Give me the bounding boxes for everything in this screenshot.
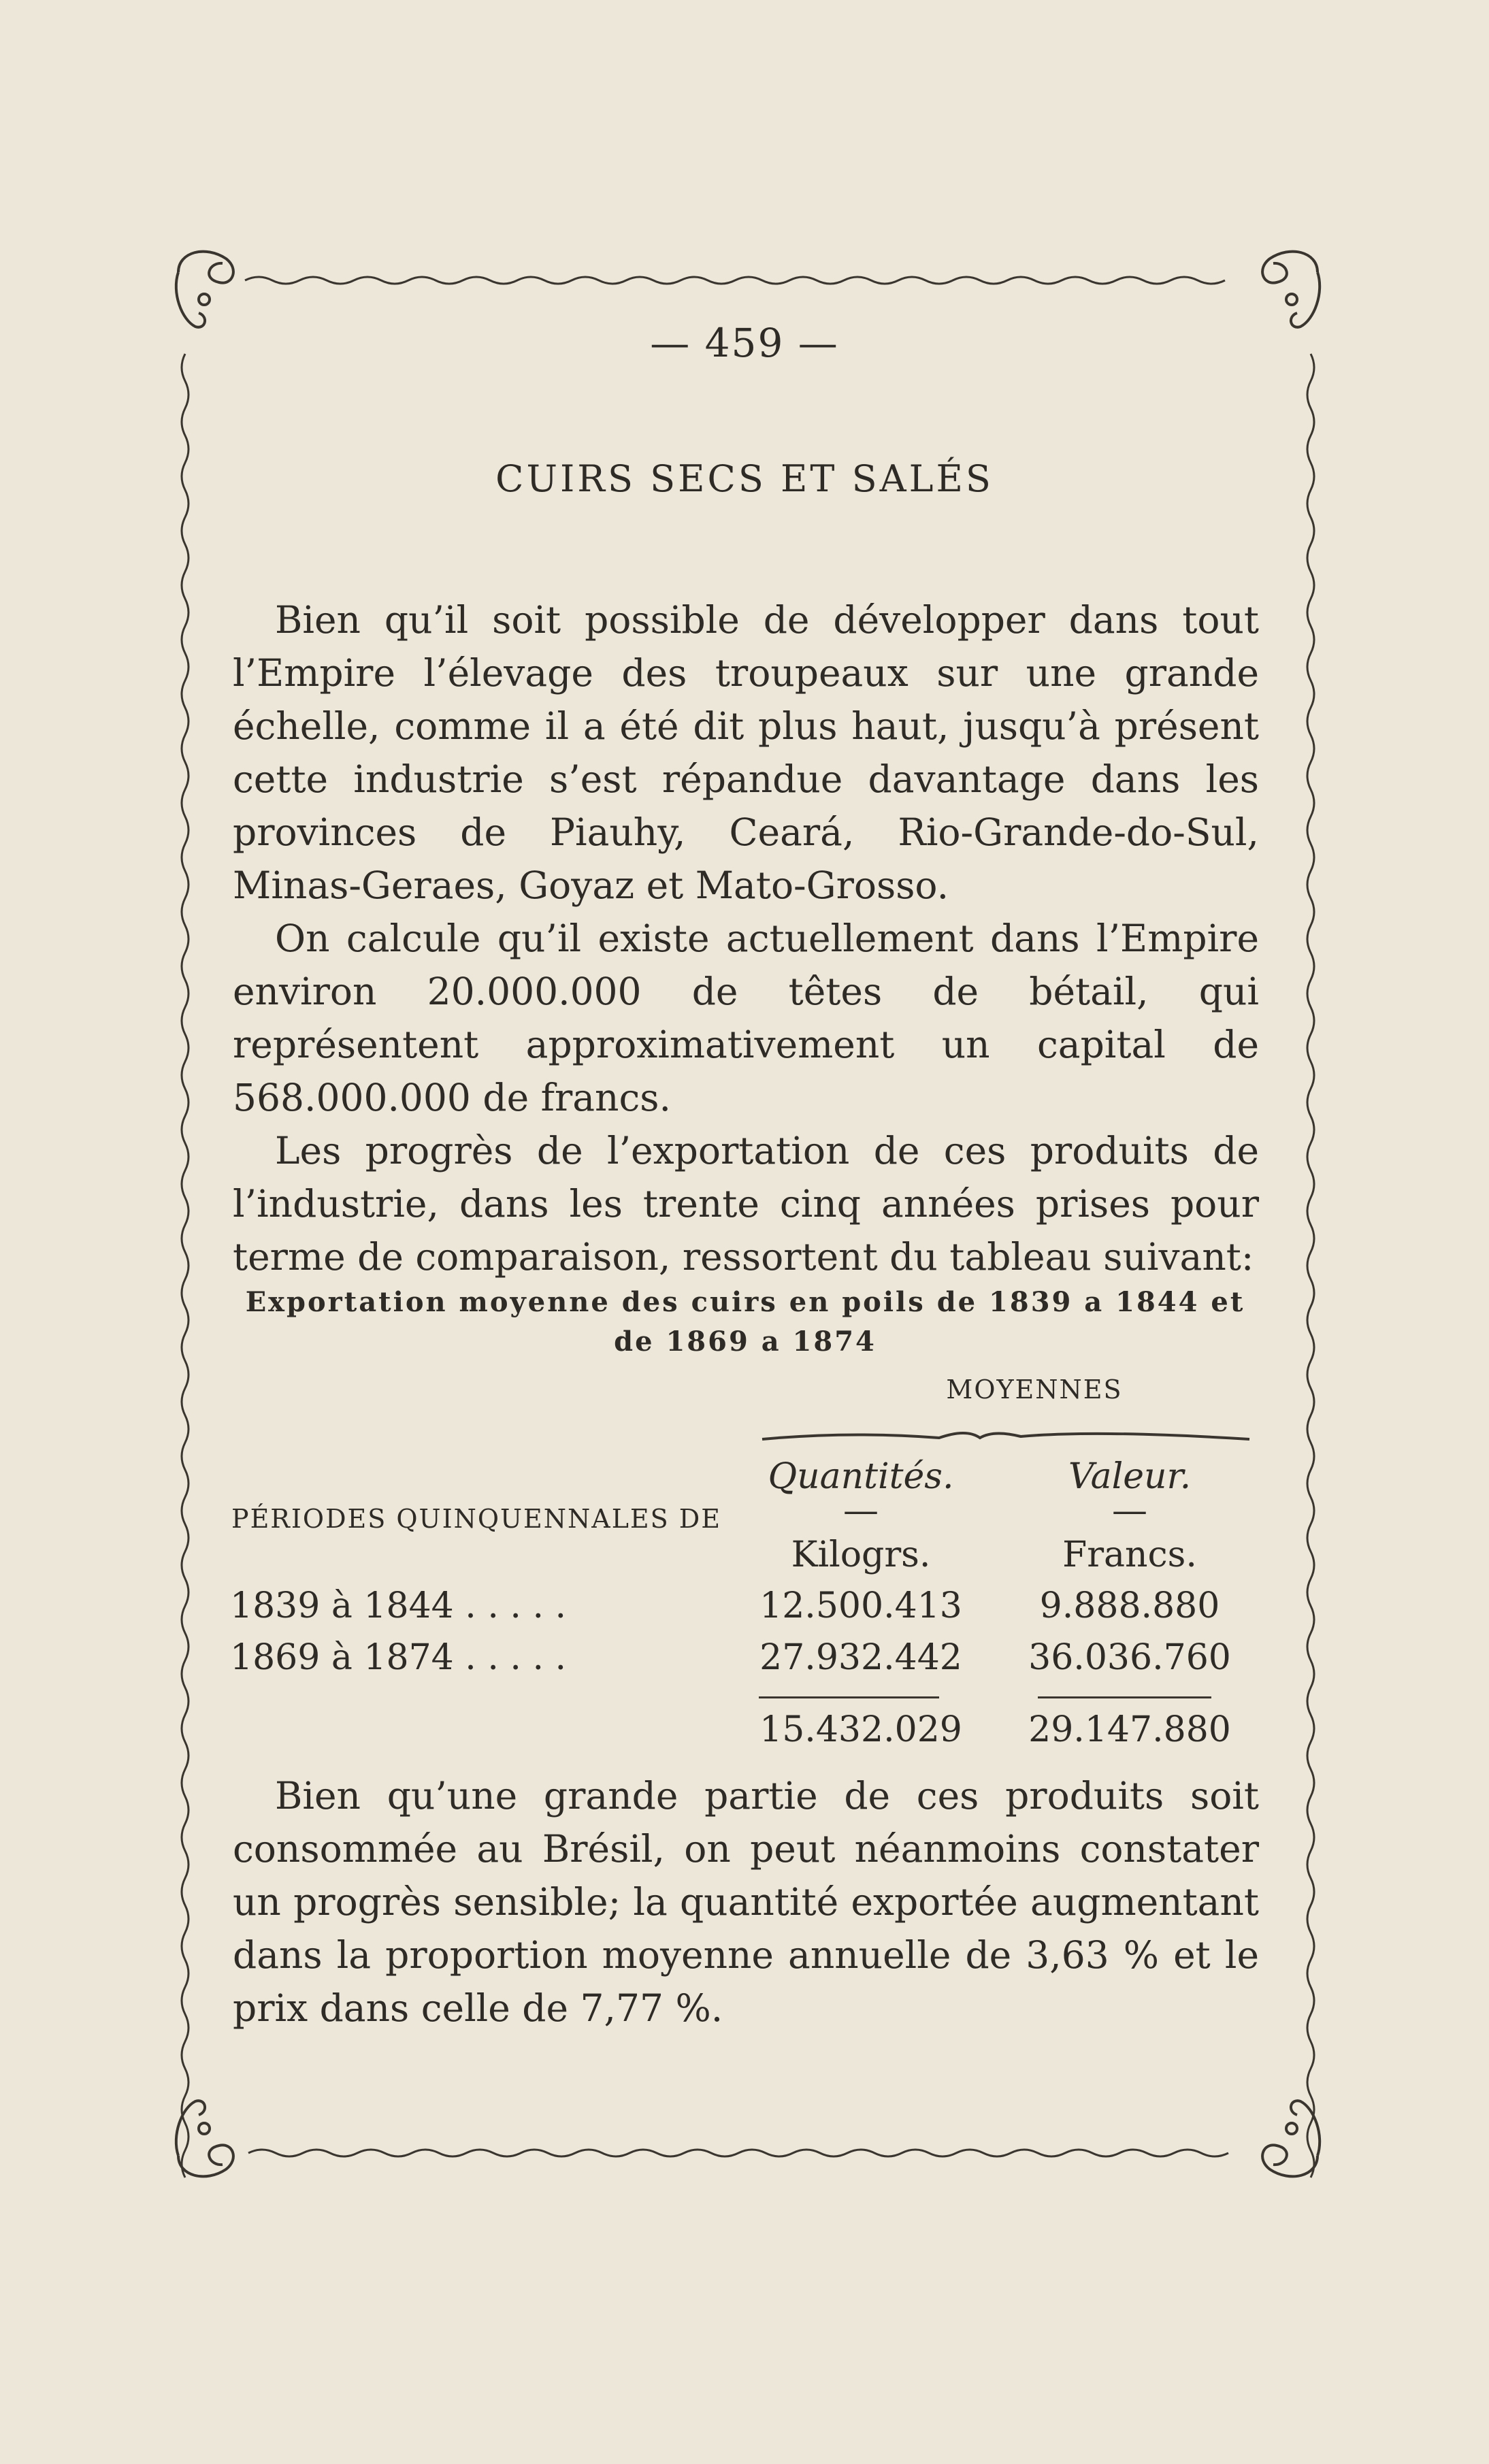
page-title: CUIRS SECS ET SALÉS	[495, 457, 994, 500]
row-2-value: 36.036.760	[1028, 1637, 1231, 1678]
body-text	[233, 593, 1259, 1283]
row-header: PÉRIODES QUINQUENNALES DE	[231, 1504, 721, 1534]
table-caption-line-1: Exportation moyenne des cuirs en poils de 1839 a 1844 et	[245, 1286, 1245, 1318]
corner-ornament-bottom-left	[176, 2101, 233, 2176]
col2-dash: —	[1112, 1490, 1147, 1531]
paragraph-1: Bien qu’il soit possible de développer dans tout l’Empire l’élevage des troupeaux sur une grande échelle, comme il a été dit plus haut, jusqu’à présent cette industrie s’est répandue davantage dans les provinces de Piauhy, Ceará, Rio-Grande-do-Sul, Minas-Geraes, Goyaz et Mato-Grosso.	[233, 598, 1259, 907]
col1-dash: —	[843, 1490, 879, 1531]
difference-value: 29.147.880	[1028, 1709, 1231, 1750]
paragraph-2: On calcule qu’il existe actuellement dans l’Empire environ 20.000.000 de têtes de bétail, qui représentent approximativement un capital de 568.000.000 de francs.	[233, 917, 1259, 1119]
closing-paragraph: Bien qu’une grande partie de ces produits soit consommée au Brésil, on peut néanmoins constater un progrès sensible; la quantité exportée augmentant dans la proportion moyenne annuelle de 3,63 % et le prix dans celle de 7,77 %.	[233, 1774, 1259, 2030]
page-number: — 459 —	[650, 320, 839, 366]
row-1-value: 9.888.880	[1039, 1586, 1220, 1626]
col2-header: Valeur.	[1068, 1456, 1192, 1497]
table-caption	[231, 1283, 1259, 1362]
col1-header: Quantités.	[768, 1456, 954, 1497]
sum-rule-quantity	[759, 1696, 939, 1698]
difference-quantity: 15.432.029	[759, 1709, 962, 1750]
sum-rule-value	[1038, 1696, 1211, 1698]
col1-unit: Kilogrs.	[791, 1534, 931, 1575]
row-2-period: 1869 à 1874 . . . . .	[230, 1637, 567, 1678]
corner-ornament-top-right	[1262, 252, 1320, 327]
row-1-quantity: 12.500.413	[759, 1586, 962, 1626]
paragraph-3: Les progrès de l’exportation de ces produits de l’industrie, dans les trente cinq années prises pour terme de comparaison, ressortent du tableau suivant:	[233, 1129, 1259, 1279]
corner-ornament-bottom-right	[1262, 2101, 1320, 2176]
row-1-period: 1839 à 1844 . . . . .	[230, 1586, 567, 1626]
row-2-quantity: 27.932.442	[759, 1637, 962, 1678]
group-header: MOYENNES	[946, 1375, 1123, 1405]
corner-ornament-top-left	[176, 252, 233, 327]
table-caption-line-2: de 1869 a 1874	[614, 1326, 877, 1358]
col2-unit: Francs.	[1062, 1534, 1197, 1575]
moyennes-flourish	[762, 1433, 1249, 1439]
closing-text	[233, 1769, 1259, 2035]
